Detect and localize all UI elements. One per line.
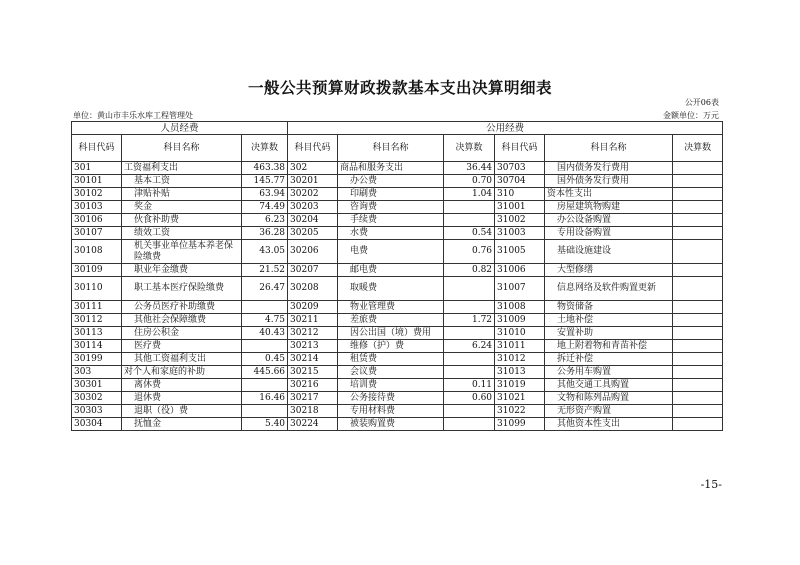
table-row (72, 314, 723, 327)
amount-cell (444, 301, 495, 314)
amount-cell (673, 418, 723, 431)
code-cell: 30107 (72, 227, 122, 240)
amount-cell (673, 314, 723, 327)
amount-cell (673, 264, 723, 277)
amount-cell: 445.66 (242, 366, 288, 379)
amount-cell (673, 340, 723, 353)
amount-cell (673, 392, 723, 405)
name-cell: 房屋建筑物购建 (545, 201, 673, 214)
amount-cell (242, 301, 288, 314)
form-number: 公开06表 (684, 98, 719, 107)
code-cell: 30216 (288, 379, 338, 392)
name-cell: 抚恤金 (122, 418, 242, 431)
code-cell: 31099 (495, 418, 545, 431)
amount-cell: 463.38 (242, 162, 288, 175)
header-amount: 决算数 (242, 135, 288, 162)
amount-cell (673, 405, 723, 418)
name-cell: 手续费 (338, 214, 444, 227)
code-cell: 31013 (495, 366, 545, 379)
code-cell: 30703 (495, 162, 545, 175)
name-cell: 培训费 (338, 379, 444, 392)
amount-cell: 1.72 (444, 314, 495, 327)
code-cell: 31008 (495, 301, 545, 314)
name-cell: 咨询费 (338, 201, 444, 214)
code-cell: 30704 (495, 175, 545, 188)
code-cell: 31011 (495, 340, 545, 353)
table-row (72, 353, 723, 366)
name-cell: 其他资本性支出 (545, 418, 673, 431)
name-cell: 取暖费 (338, 277, 444, 301)
table-row (72, 366, 723, 379)
amount-cell: 6.24 (444, 340, 495, 353)
name-cell: 文物和陈列品购置 (545, 392, 673, 405)
amount-cell (242, 405, 288, 418)
table-row (72, 301, 723, 314)
name-cell: 住房公积金 (122, 327, 242, 340)
code-cell: 31009 (495, 314, 545, 327)
code-cell: 31012 (495, 353, 545, 366)
name-cell: 办公费 (338, 175, 444, 188)
amount-cell: 43.05 (242, 240, 288, 264)
amount-cell: 36.44 (444, 162, 495, 175)
code-cell: 30206 (288, 240, 338, 264)
name-cell: 地上附着物和青苗补偿 (545, 340, 673, 353)
name-cell: 资本性支出 (545, 188, 673, 201)
code-cell: 30214 (288, 353, 338, 366)
table-row (72, 379, 723, 392)
code-cell: 31005 (495, 240, 545, 264)
name-cell: 土地补偿 (545, 314, 673, 327)
table-row (72, 214, 723, 227)
header-name: 科目名称 (122, 135, 242, 162)
name-cell: 无形资产购置 (545, 405, 673, 418)
amount-cell: 1.04 (444, 188, 495, 201)
table-row (72, 418, 723, 431)
amount-cell: 0.45 (242, 353, 288, 366)
code-cell: 310 (495, 188, 545, 201)
amount-cell: 6.23 (242, 214, 288, 227)
name-cell: 职工基本医疗保险缴费 (122, 277, 242, 301)
amount-cell: 0.76 (444, 240, 495, 264)
amount-cell (673, 366, 723, 379)
table-row (72, 405, 723, 418)
table-body (72, 162, 723, 431)
name-cell: 办公设备购置 (545, 214, 673, 227)
code-cell: 30203 (288, 201, 338, 214)
header-amount: 决算数 (444, 135, 495, 162)
code-cell: 31001 (495, 201, 545, 214)
table-row (72, 327, 723, 340)
code-cell: 30209 (288, 301, 338, 314)
table-row (72, 175, 723, 188)
section-public: 公用经费 (288, 122, 723, 135)
amount-cell (673, 188, 723, 201)
amount-cell: 4.75 (242, 314, 288, 327)
name-cell: 维修（护）费 (338, 340, 444, 353)
name-cell: 会议费 (338, 366, 444, 379)
code-cell: 31002 (495, 214, 545, 227)
code-cell: 301 (72, 162, 122, 175)
amount-cell (673, 379, 723, 392)
header-code: 科目代码 (288, 135, 338, 162)
table-row (72, 162, 723, 175)
header-name: 科目名称 (338, 135, 444, 162)
name-cell: 基本工资 (122, 175, 242, 188)
amount-cell: 5.40 (242, 418, 288, 431)
amount-cell: 21.52 (242, 264, 288, 277)
name-cell: 工资福利支出 (122, 162, 242, 175)
amount-cell: 16.46 (242, 392, 288, 405)
amount-cell (673, 353, 723, 366)
name-cell: 因公出国（境）费用 (338, 327, 444, 340)
name-cell: 信息网络及软件购置更新 (545, 277, 673, 301)
name-cell: 安置补助 (545, 327, 673, 340)
name-cell: 绩效工资 (122, 227, 242, 240)
name-cell: 对个人和家庭的补助 (122, 366, 242, 379)
amount-cell: 36.28 (242, 227, 288, 240)
name-cell: 职业年金缴费 (122, 264, 242, 277)
amount-cell (242, 379, 288, 392)
name-cell: 国外债务发行费用 (545, 175, 673, 188)
table-row (72, 227, 723, 240)
name-cell: 租赁费 (338, 353, 444, 366)
table-row (72, 264, 723, 277)
amount-cell (673, 301, 723, 314)
code-cell: 30108 (72, 240, 122, 264)
table-row (72, 392, 723, 405)
code-cell: 30211 (288, 314, 338, 327)
name-cell: 津贴补贴 (122, 188, 242, 201)
code-cell: 30204 (288, 214, 338, 227)
header-name: 科目名称 (545, 135, 673, 162)
name-cell: 公务用车购置 (545, 366, 673, 379)
amount-cell: 145.77 (242, 175, 288, 188)
amount-cell: 0.54 (444, 227, 495, 240)
amount-unit: 金额单位：万元 (663, 111, 719, 120)
code-cell: 30102 (72, 188, 122, 201)
amount-cell: 63.94 (242, 188, 288, 201)
amount-cell: 26.47 (242, 277, 288, 301)
amount-cell (673, 227, 723, 240)
name-cell: 其他社会保障缴费 (122, 314, 242, 327)
name-cell: 专用设备购置 (545, 227, 673, 240)
name-cell: 电费 (338, 240, 444, 264)
amount-cell (673, 162, 723, 175)
code-cell: 30202 (288, 188, 338, 201)
name-cell: 其他工资福利支出 (122, 353, 242, 366)
code-cell: 30208 (288, 277, 338, 301)
name-cell: 物业管理费 (338, 301, 444, 314)
name-cell: 基础设施建设 (545, 240, 673, 264)
table-row (72, 201, 723, 214)
name-cell: 专用材料费 (338, 405, 444, 418)
table-row (72, 240, 723, 264)
code-cell: 30111 (72, 301, 122, 314)
page-number: -15- (700, 478, 722, 491)
code-cell: 30103 (72, 201, 122, 214)
code-cell: 30217 (288, 392, 338, 405)
amount-cell (673, 175, 723, 188)
code-cell: 31007 (495, 277, 545, 301)
code-cell: 30303 (72, 405, 122, 418)
amount-cell (673, 277, 723, 301)
amount-cell: 40.43 (242, 327, 288, 340)
code-cell: 31006 (495, 264, 545, 277)
name-cell: 医疗费 (122, 340, 242, 353)
code-cell: 30302 (72, 392, 122, 405)
code-cell: 31021 (495, 392, 545, 405)
amount-cell (444, 366, 495, 379)
amount-cell (444, 327, 495, 340)
amount-cell (673, 327, 723, 340)
amount-cell (444, 405, 495, 418)
code-cell: 30201 (288, 175, 338, 188)
code-cell: 30213 (288, 340, 338, 353)
unit-name: 单位：黄山市丰乐水库工程管理处 (73, 111, 193, 120)
amount-cell: 0.70 (444, 175, 495, 188)
table-row (72, 277, 723, 301)
amount-cell: 0.82 (444, 264, 495, 277)
name-cell: 退职（役）费 (122, 405, 242, 418)
code-cell: 30224 (288, 418, 338, 431)
header-code: 科目代码 (72, 135, 122, 162)
section-personnel: 人员经费 (72, 122, 288, 135)
amount-cell (673, 240, 723, 264)
name-cell: 奖金 (122, 201, 242, 214)
code-cell: 30101 (72, 175, 122, 188)
code-cell: 31019 (495, 379, 545, 392)
code-cell: 31003 (495, 227, 545, 240)
code-cell: 30110 (72, 277, 122, 301)
amount-cell (444, 201, 495, 214)
table-row (72, 188, 723, 201)
name-cell: 退休费 (122, 392, 242, 405)
name-cell: 机关事业单位基本养老保险缴费 (122, 240, 242, 264)
name-cell: 离休费 (122, 379, 242, 392)
amount-cell (673, 201, 723, 214)
code-cell: 302 (288, 162, 338, 175)
code-cell: 30113 (72, 327, 122, 340)
name-cell: 拆迁补偿 (545, 353, 673, 366)
name-cell: 水费 (338, 227, 444, 240)
name-cell: 其他交通工具购置 (545, 379, 673, 392)
amount-cell: 0.60 (444, 392, 495, 405)
name-cell: 公务员医疗补助缴费 (122, 301, 242, 314)
name-cell: 邮电费 (338, 264, 444, 277)
code-cell: 30212 (288, 327, 338, 340)
name-cell: 被装购置费 (338, 418, 444, 431)
code-cell: 30199 (72, 353, 122, 366)
table-title: 一般公共预算财政拨款基本支出决算明细表 (247, 79, 552, 97)
name-cell: 差旅费 (338, 314, 444, 327)
amount-cell (444, 277, 495, 301)
table-row (72, 340, 723, 353)
name-cell: 伙食补助费 (122, 214, 242, 227)
code-cell: 30301 (72, 379, 122, 392)
name-cell: 大型修缮 (545, 264, 673, 277)
code-cell: 30106 (72, 214, 122, 227)
header-code: 科目代码 (495, 135, 545, 162)
code-cell: 30109 (72, 264, 122, 277)
name-cell: 印刷费 (338, 188, 444, 201)
code-cell: 31022 (495, 405, 545, 418)
amount-cell (444, 214, 495, 227)
name-cell: 公务接待费 (338, 392, 444, 405)
code-cell: 30215 (288, 366, 338, 379)
amount-cell: 74.49 (242, 201, 288, 214)
amount-cell (673, 214, 723, 227)
expenditure-table (71, 121, 723, 431)
code-cell: 30205 (288, 227, 338, 240)
amount-cell (444, 418, 495, 431)
code-cell: 31010 (495, 327, 545, 340)
name-cell: 商品和服务支出 (338, 162, 444, 175)
name-cell: 物资储备 (545, 301, 673, 314)
amount-cell (444, 353, 495, 366)
header-amount: 决算数 (673, 135, 723, 162)
amount-cell (242, 340, 288, 353)
name-cell: 国内债务发行费用 (545, 162, 673, 175)
code-cell: 30207 (288, 264, 338, 277)
code-cell: 303 (72, 366, 122, 379)
code-cell: 30218 (288, 405, 338, 418)
code-cell: 30112 (72, 314, 122, 327)
amount-cell: 0.11 (444, 379, 495, 392)
code-cell: 30304 (72, 418, 122, 431)
code-cell: 30114 (72, 340, 122, 353)
